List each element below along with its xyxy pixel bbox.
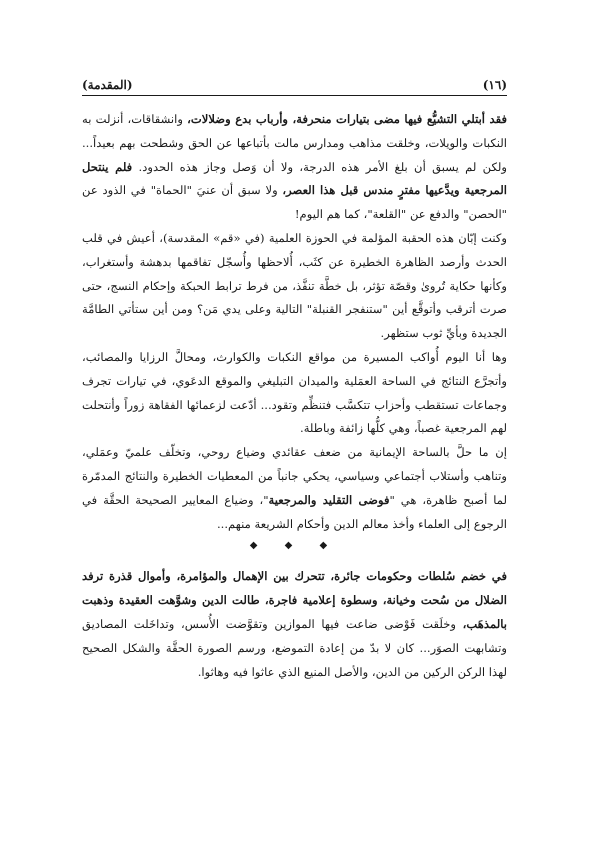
paragraph-1-bold-b: فلم ينتحل المرجعية ويدَّعيها مفترٍ مندس قبل هذا العصر، <box>82 159 507 198</box>
paragraph-2: وكنت إبّان هذه الحقبة المؤلمة في الحوزة العلمية (في «قم» المقدسة)، أعيش في قلب الحدث وأرصد الظاهرة الخطيرة عن كثَب، أُلاحظها وأُسجّل تفاقمها بدهشة وأستغراب، وكأنها حكاية تُروىٰ وقصّة تؤثر، بل خطَّة تنفَّذ، من فرط ترابط الحبكة وإحكام النسج، حتى صرت أترقب وأتوقَّع أين "ستنفجر القنبلة" التالية وعلى يدي مَن؟ ومن أين ستأتي الطامَّة الجديدة وبأيِّ ثوب ستظهر. <box>82 230 507 341</box>
page-number: (١٦) <box>482 78 507 92</box>
paragraph-3: وها أنا اليوم أُواكب المسيرة من مواقع النكبات والكوارث، ومحالَّ الرزايا والمصائب، وأتجرَّع النتائج في الساحة العمَلية والميدان التبليغي والموقع الدعَوي، في تيارات تجرف وجماعات تستقطب وأحزاب تتكسَّب فتنظِّم وتقود... أدّعت لزعمائها الفقاهة زوراً وأنتحلت لهم المرجعية غصباً، وهي كلُّها زائفة وباطلة. <box>82 349 507 436</box>
paragraph-4 <box>82 441 507 536</box>
paragraph-1-bold-a: فقد أبتلي التشيُّع فيها مضى بتيارات منحرفة، وأرباب بدع وضلالات، <box>187 112 507 126</box>
paragraph-5-text: وخلَقت فَوْضى ضاعت فيها الموازين وتقوَّضت الأُسس، وتداخَلت المصاديق وتشابهت الصوَر... كان لا بدّ من إعادة التموضع، ورسم الصورة الحقَّة والشكل الصحيح لهذا الركن الركين من الدين، والأصل المنيع الذي عاثوا فيه وهاثوا. <box>82 617 507 680</box>
section-separator: ◆ ◆ ◆ <box>249 540 340 552</box>
paragraph-1-text-a: وانشقاقات، أنزلت به النكبات والويلات، وخلقت مذاهب ومدارس مالت بأتباعها عن الحق وشطحت بهم بعيداً... ولكن لم يسبق أن بلغ الأمر هذه الدرجة، ولا أن وَصل وجاز هذه الحدود. <box>82 112 508 174</box>
paragraph-4-text-a: إن ما حلَّ بالساحة الإيمانية من ضعف عقائدي وضياع روحي، وتخلّف علميّ وعمَلي، وتناهب وأستلاب أجتماعي وسياسي، يحكي جانباً من المعطيات الخطيرة والنتائج المدمّرة لما أصبح ظاهرة، هي " <box>82 445 507 507</box>
section-title: (المقدمة) <box>82 78 133 92</box>
paragraph-5-bold: في خضم سُلطات وحكومات جائرة، تتحرك بين الإهمال والمؤامرة، وأموال قذرة ترفد الضلال من سُحت وخيانة، وسطوة إعلامية فاجرة، طالت الدين وشوَّهت العقيدة وذهبت بالمذهَب، <box>82 569 507 632</box>
paragraph-5 <box>82 564 507 684</box>
header-rule <box>82 95 507 96</box>
page-body <box>82 108 507 684</box>
paragraph-4-bold: فوضى التقليد والمرجعية <box>268 492 390 507</box>
paragraph-1 <box>82 108 507 227</box>
paragraph-4-text-b: "، وضياع المعايير الصحيحة الحقَّة في الرجوع إلى العلماء وأخذ معالم الدين وأحكام الشريعة منهم... <box>82 492 507 531</box>
page-header <box>82 78 507 95</box>
paragraph-1-text-b: ولا سبق أن عنيَ "الحماة" في الذود عن "الحصن" والدفع عن "القلعة"، كما هم اليوم! <box>82 183 507 222</box>
